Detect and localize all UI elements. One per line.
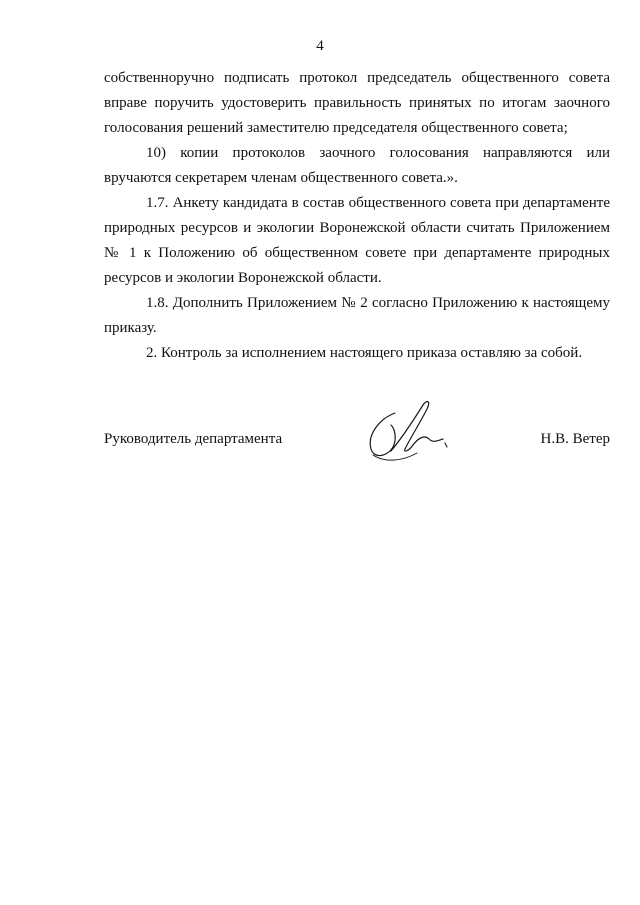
page-number: 4 (316, 38, 324, 54)
handwritten-signature (357, 395, 457, 467)
paragraph: 1.7. Анкету кандидата в состав общественного совета при департаменте природных ресурсов и экологии Воронежской области считать Приложением № 1 к Положению об общественном совете при департаменте природных ресурсов и экологии Воронежской области. (104, 195, 610, 286)
paragraph: 1.8. Дополнить Приложением № 2 согласно Приложению к настоящему приказу. (104, 295, 610, 336)
document-body (104, 66, 610, 366)
signer-title: Руководитель департамента (104, 431, 283, 447)
signer-name: Н.В. Ветер (540, 431, 610, 447)
paragraph: собственноручно подписать протокол председатель общественного совета вправе поручить удостоверить правильность принятых по итогам заочного голосования решений заместителю председателя общественного совета; (104, 70, 610, 136)
paragraph: 2. Контроль за исполнением настоящего приказа оставляю за собой. (146, 345, 583, 361)
paragraph: 10) копии протоколов заочного голосования направляются или вручаются секретарем членам общественного совета.». (104, 145, 610, 186)
signature-block (104, 395, 610, 475)
